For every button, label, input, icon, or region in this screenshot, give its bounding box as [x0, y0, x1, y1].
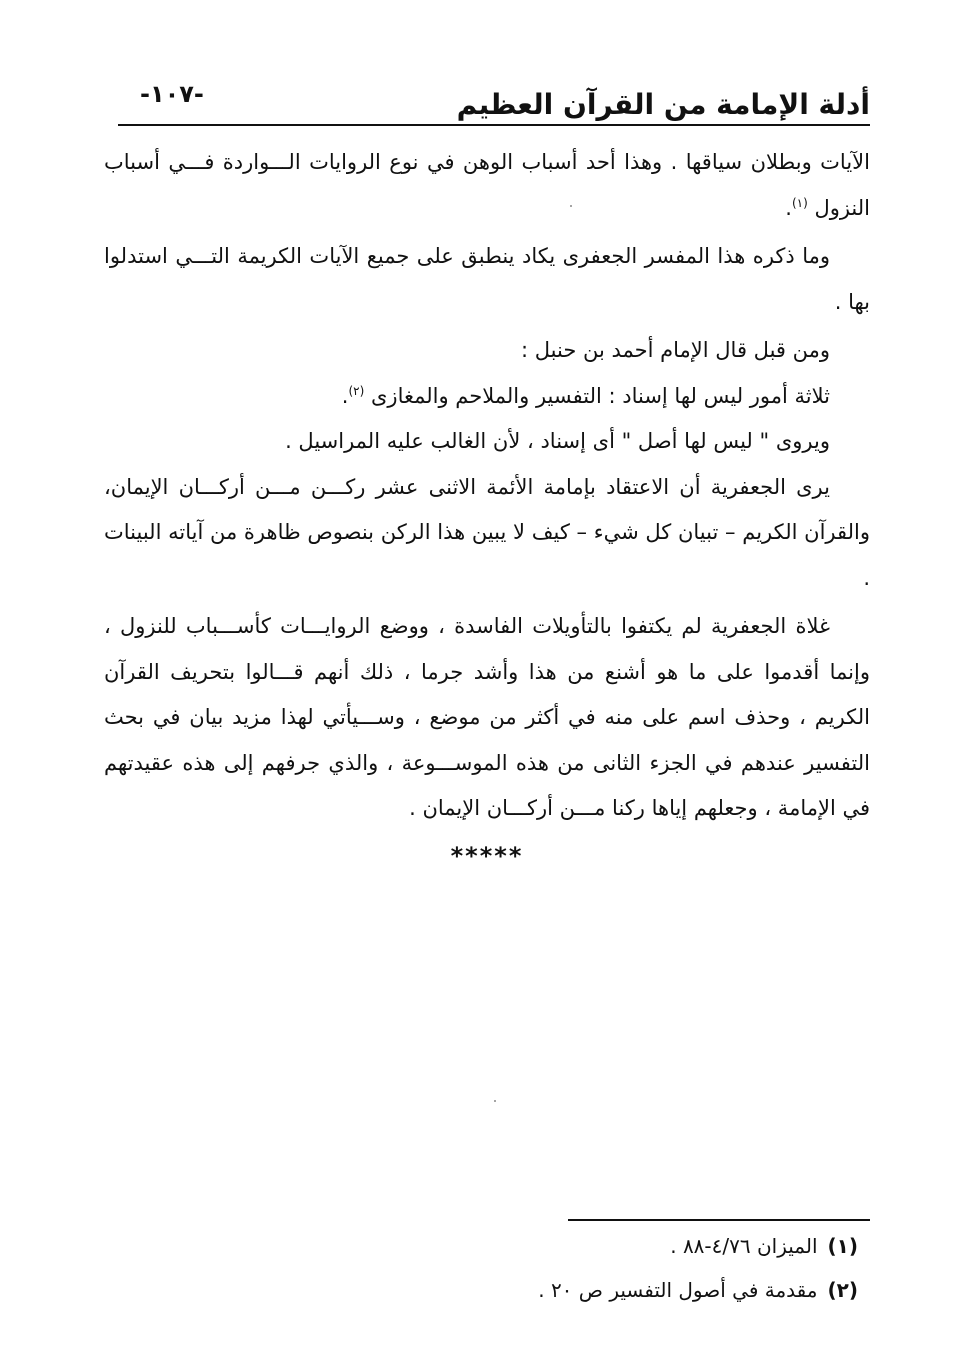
footnote-ref-1: (١): [791, 195, 808, 210]
footnote-text: مقدمة في أصول التفسير ص ٢٠ .: [538, 1278, 818, 1302]
scan-speck: [494, 1100, 496, 1102]
scan-speck: [570, 205, 572, 207]
running-title: أدلة الإمامة من القرآن العظيم: [456, 88, 870, 121]
footnote-ref-2: (٢): [348, 383, 365, 398]
paragraph-2: وما ذكره هذا المفسر الجعفرى يكاد ينطبق على جميع الآيات الكريمة التـــي استدلوا بها .: [104, 244, 870, 314]
paragraph-5: ويروى " ليس لها أصل " أى إسناد ، لأن الغالب عليه المراسيل .: [285, 429, 830, 453]
footnote-2: [538, 1278, 858, 1302]
footnote-1: [670, 1234, 858, 1258]
footnote-number: (٢): [827, 1278, 858, 1302]
page-number: -١٠٧-: [140, 80, 204, 108]
footnote-text: الميزان ٤/٧٦-٨٨ .: [670, 1234, 818, 1258]
footnote-rule: [568, 1219, 870, 1221]
paragraph-7: غلاة الجعفرية لم يكتفوا بالتأويلات الفاسدة ، ووضع الروايـــات كأســـباب للنزول ، وإنما أقدموا على ما هو أشنع من هذا وأشد جرما ، ذلك أنهم قـــالوا بتحريف القرآن الكريم ، وحذف اسم على منه في أكثر من موضع ، وســـيأتي لهذا مزيد بيان في بحث التفسير عندهم في الجزء الثانى من هذه الموســـوعة ، والذي جرفهم إلى هذه عقيدتهم في الإمامة ، وجعلهم إياها ركنا مـــن أركـــان الإيمان .: [104, 614, 870, 820]
section-separator: *****: [450, 841, 524, 870]
paragraph-6: يرى الجعفرية أن الاعتقاد بإمامة الأئمة الاثنى عشر ركـــن مـــن أركـــان الإيمان، والقرآن الكريم – تبيان كل شيء – كيف لا يبين هذا الركن بنصوص ظاهرة من آياته البينات .: [104, 474, 870, 590]
body-text: [104, 140, 870, 879]
footnote-number: (١): [827, 1234, 858, 1258]
paragraph-4: ثلاثة أمور ليس لها إسناد : التفسير والملاحم والمغازى $^{(٢)}$.: [341, 383, 830, 408]
header-rule: [118, 124, 870, 126]
paragraph-3: ومن قبل قال الإمام أحمد بن حنبل :: [521, 338, 830, 362]
paragraph-1: الآيات وبطلان سياقها . وهذا أحد أسباب الوهن في نوع الروايات الـــواردة فـــي أسباب النزول $^{(١)}$.: [104, 150, 870, 220]
